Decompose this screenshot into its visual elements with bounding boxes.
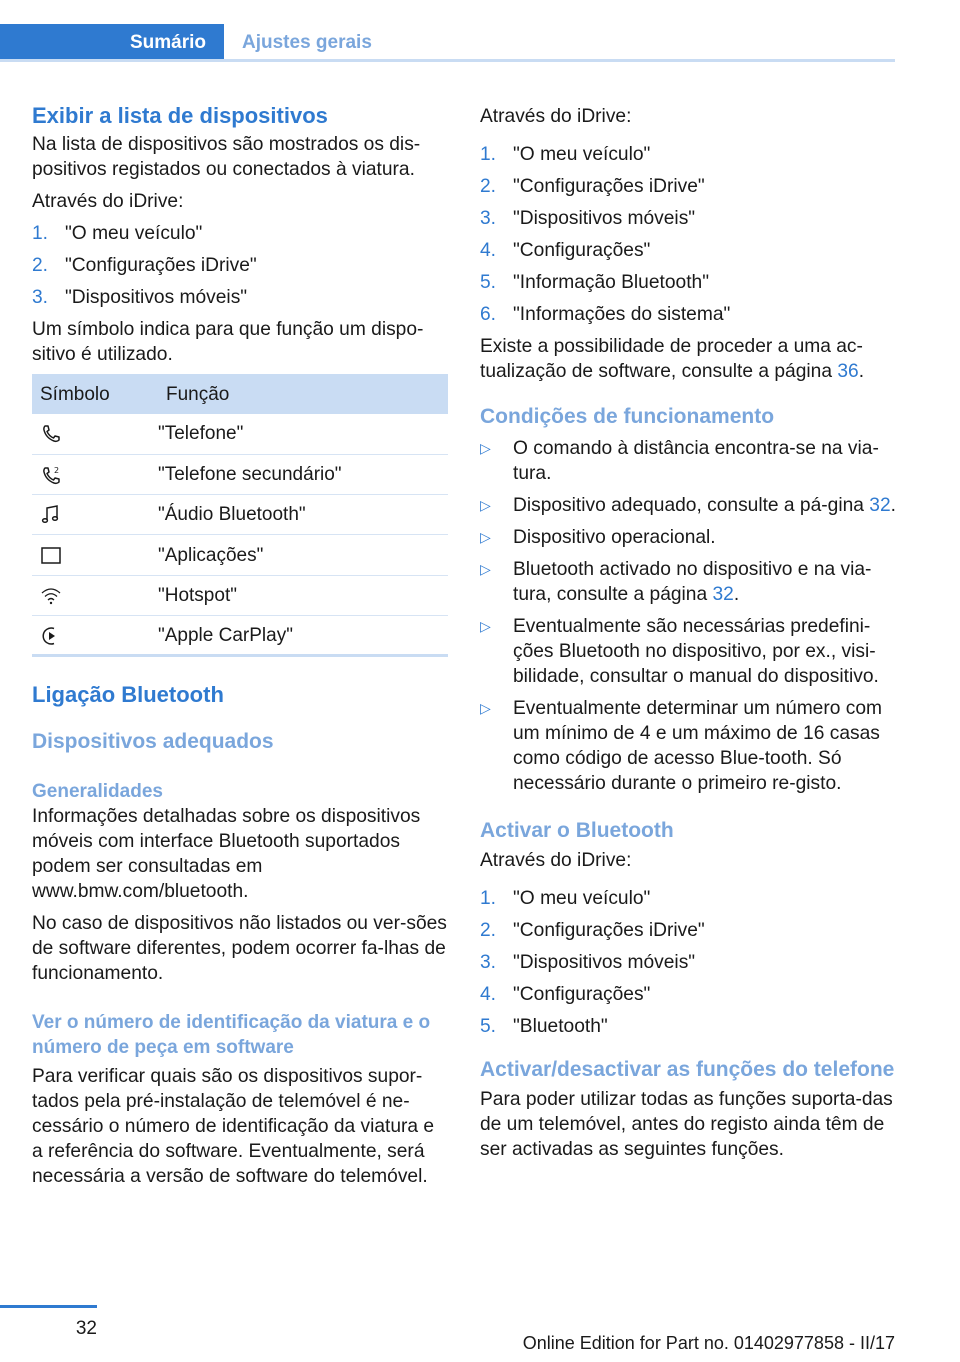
list-item xyxy=(480,982,896,1007)
paragraph-phone-functions: Para poder utilizar todas as funções suporta-das de um telemóvel, antes do registo ainda têm de ser activadas as seguintes funções. xyxy=(480,1089,893,1160)
function-cell: "Telefone" xyxy=(158,414,448,454)
table-header-row xyxy=(32,374,448,414)
list-item xyxy=(480,238,896,263)
heading-vin-software: Ver o número de identificação da viatura e o número de peça em software xyxy=(32,1012,431,1059)
secondary-phone-icon xyxy=(40,464,62,486)
list-item xyxy=(480,302,896,327)
list-item xyxy=(480,493,896,518)
list-item xyxy=(480,174,896,199)
condition-text-part: Dispositivo operacional. xyxy=(513,527,716,548)
condition-text-part: O comando à distância encontra-se na via-tura. xyxy=(513,438,879,484)
table-row xyxy=(32,495,448,535)
symbol-cell xyxy=(32,495,158,535)
tab-contents[interactable]: Sumário xyxy=(112,24,224,59)
steps-list xyxy=(480,142,896,327)
step-number: 5. xyxy=(480,272,497,293)
edition-note: Online Edition for Part no. 01402977858 - II/17 xyxy=(522,1333,895,1353)
page-link[interactable]: 36 xyxy=(837,361,859,382)
page-number: 32 xyxy=(75,1318,97,1339)
heading-bluetooth-connection: Ligação Bluetooth xyxy=(32,682,224,708)
step-text: "Configurações" xyxy=(513,984,651,1005)
condition-text-part: Eventualmente são necessárias predefini-ções Bluetooth no dispositivo, por ex., visi-bilidade, consultar o manual do dispositivo. xyxy=(513,616,879,687)
conditions-list xyxy=(480,436,896,796)
wifi-hotspot-icon xyxy=(40,585,62,607)
step-number: 3. xyxy=(480,952,497,973)
table-row xyxy=(32,615,448,655)
paragraph-symbol: Um símbolo indica para que função um dispo-sitivo é utilizado. xyxy=(32,319,424,365)
symbol-cell xyxy=(32,454,158,494)
paragraph-not-listed: No caso de dispositivos não listados ou ver-sões de software diferentes, podem ocorrer fa-lhas de funcionamento. xyxy=(32,913,447,985)
condition-text xyxy=(513,525,716,550)
heading-activate-bluetooth: Activar o Bluetooth xyxy=(480,819,674,842)
list-item xyxy=(480,270,896,295)
step-text: "Bluetooth" xyxy=(513,1016,608,1037)
list-item xyxy=(480,918,896,943)
symbol-cell xyxy=(32,414,158,454)
condition-text-end: . xyxy=(733,584,740,605)
function-cell: "Hotspot" xyxy=(158,575,448,615)
table-row xyxy=(32,454,448,494)
header-tabs xyxy=(0,24,895,62)
list-item xyxy=(32,285,448,310)
right-column xyxy=(480,100,896,1169)
footer-rule xyxy=(0,1305,97,1308)
step-number: 1. xyxy=(480,144,497,165)
triangle-bullet-icon: ▷ xyxy=(480,618,491,634)
symbol-cell xyxy=(32,535,158,575)
table-row xyxy=(32,414,448,454)
page-link[interactable]: 32 xyxy=(712,584,734,605)
svg-text:2: 2 xyxy=(54,465,60,475)
condition-text xyxy=(513,493,896,518)
steps-list xyxy=(480,886,896,1039)
step-number: 2. xyxy=(32,255,49,276)
paragraph-general: Informações detalhadas sobre os dispositivos móveis com interface Bluetooth suportados podem ser consultadas em www.bmw.com/bluetooth. xyxy=(32,806,421,903)
triangle-bullet-icon: ▷ xyxy=(480,561,491,577)
table-row xyxy=(32,575,448,615)
step-number: 6. xyxy=(480,304,497,325)
heading-suitable-devices: Dispositivos adequados xyxy=(32,730,274,754)
condition-text-end: . xyxy=(890,495,896,516)
via-idrive-label: Através do iDrive: xyxy=(480,850,632,871)
step-number: 1. xyxy=(32,223,49,244)
list-item xyxy=(480,206,896,231)
step-text: "Informações do sistema" xyxy=(513,304,731,325)
list-item xyxy=(480,886,896,911)
paragraph-software-update xyxy=(480,334,896,384)
condition-text xyxy=(513,614,896,689)
tab-edge xyxy=(0,24,112,59)
step-text: "Configurações iDrive" xyxy=(513,176,705,197)
list-item xyxy=(480,1014,896,1039)
step-number: 1. xyxy=(480,888,497,909)
function-cell: "Telefone secundário" xyxy=(158,454,448,494)
paragraph-vin: Para verificar quais são os dispositivos supor-tados pela pré-instalação de telemóvel é ne-cessário o número de identificação da viatura e a referência do software. Eventualmente, será necessária a versão de software do telemóvel. xyxy=(32,1066,435,1188)
step-text: "Informação Bluetooth" xyxy=(513,272,710,293)
apps-square-icon xyxy=(40,545,62,567)
list-item xyxy=(480,557,896,607)
triangle-bullet-icon: ▷ xyxy=(480,700,491,716)
list-item xyxy=(32,253,448,278)
list-item xyxy=(480,525,896,550)
list-item xyxy=(480,950,896,975)
triangle-bullet-icon: ▷ xyxy=(480,497,491,513)
condition-text xyxy=(513,696,896,796)
left-column xyxy=(32,100,448,1196)
function-cell: "Aplicações" xyxy=(158,535,448,575)
step-number: 2. xyxy=(480,920,497,941)
step-text: "Configurações" xyxy=(513,240,651,261)
heading-general: Generalidades xyxy=(32,781,163,803)
step-text: "O meu veículo" xyxy=(513,888,651,909)
list-item xyxy=(480,696,896,796)
step-text: "Dispositivos móveis" xyxy=(513,952,696,973)
step-number: 2. xyxy=(480,176,497,197)
table-row xyxy=(32,535,448,575)
condition-text-part: Eventualmente determinar um número com um mínimo de 4 e um máximo de 16 casas como código de acesso Blue-tooth. Só necessário durante o primeiro re-gisto. xyxy=(513,698,882,794)
phone-icon xyxy=(40,423,62,445)
page-link[interactable]: 32 xyxy=(869,495,891,516)
triangle-bullet-icon: ▷ xyxy=(480,529,491,545)
paragraph-device-list: Na lista de dispositivos são mostrados os dis-positivos registados ou conectados à viatura. xyxy=(32,134,421,180)
triangle-bullet-icon: ▷ xyxy=(480,440,491,456)
heading-operating-conditions: Condições de funcionamento xyxy=(480,405,775,428)
list-item xyxy=(480,142,896,167)
carplay-icon xyxy=(40,625,62,647)
update-text-end: . xyxy=(858,361,865,382)
heading-phone-functions: Activar/desactivar as funções do telefone xyxy=(480,1058,895,1081)
condition-text-part: Bluetooth activado no dispositivo e na via-tura, consulte a página xyxy=(513,559,872,605)
symbol-table xyxy=(32,374,448,657)
tab-general-settings[interactable]: Ajustes gerais xyxy=(242,32,372,53)
music-note-icon xyxy=(40,504,62,526)
step-number: 3. xyxy=(480,208,497,229)
list-item xyxy=(480,614,896,689)
step-number: 5. xyxy=(480,1016,497,1037)
step-text: "Dispositivos móveis" xyxy=(513,208,696,229)
update-text: Existe a possibilidade de proceder a uma ac-tualização de software, consulte a página xyxy=(480,336,863,382)
step-number: 3. xyxy=(32,287,49,308)
step-text: "O meu veículo" xyxy=(513,144,651,165)
steps-list xyxy=(32,221,448,310)
step-text: "Configurações iDrive" xyxy=(65,255,257,276)
function-cell: "Áudio Bluetooth" xyxy=(158,495,448,535)
list-item xyxy=(32,221,448,246)
step-text: "Configurações iDrive" xyxy=(513,920,705,941)
list-item xyxy=(480,436,896,486)
via-idrive-label: Através do iDrive: xyxy=(480,106,632,127)
symbol-cell xyxy=(32,575,158,615)
column-header-function: Função xyxy=(158,374,448,414)
condition-text xyxy=(513,436,896,486)
step-text: "Dispositivos móveis" xyxy=(65,287,248,308)
via-idrive-label: Através do iDrive: xyxy=(32,191,184,212)
symbol-cell xyxy=(32,615,158,655)
step-number: 4. xyxy=(480,984,497,1005)
step-text: "O meu veículo" xyxy=(65,223,203,244)
heading-device-list: Exibir a lista de dispositivos xyxy=(32,103,328,128)
column-header-symbol: Símbolo xyxy=(32,374,158,414)
function-cell: "Apple CarPlay" xyxy=(158,624,293,646)
step-number: 4. xyxy=(480,240,497,261)
condition-text-part: Dispositivo adequado, consulte a pá-gina xyxy=(513,495,870,516)
condition-text xyxy=(513,557,896,607)
